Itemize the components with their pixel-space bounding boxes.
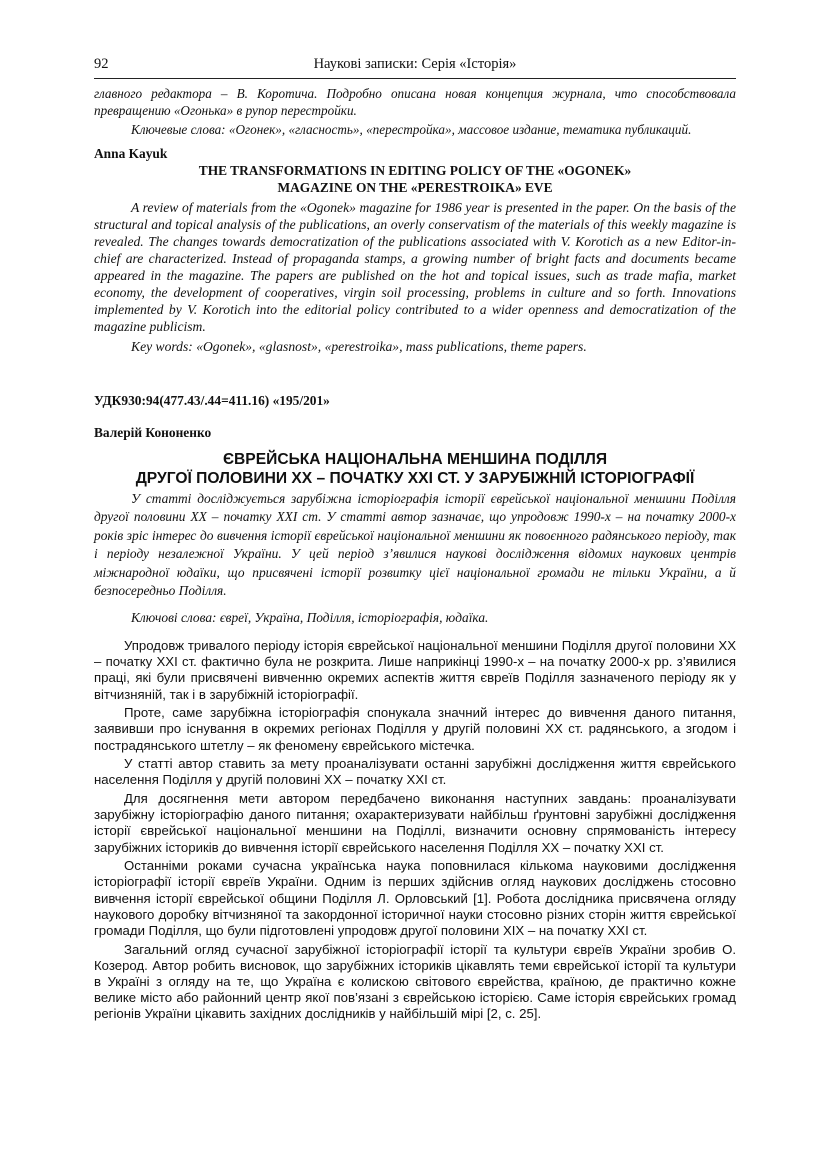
title-en-line1: THE TRANSFORMATIONS IN EDITING POLICY OF THE «OGONEK»: [198, 162, 632, 178]
header-rule: [94, 78, 736, 79]
running-title: Наукові записки: Серія «Історія»: [313, 56, 517, 72]
udc-code: УДК930:94(477.43/.44=411.16) «195/201»: [94, 392, 330, 408]
article-author: Валерій Кононенко: [94, 424, 212, 440]
keywords-ua: Ключові слова: євреї, Україна, Поділля, історіографія, юдаїка.: [131, 610, 489, 626]
body-paragraph: Для досягнення мети автором передбачено виконання наступних завдань: проаналізувати зарубіжну історіографію даного питання; охарактеризувати найбільш ґрунтовні зарубіжні дослідження історії єврейської національної меншини на Поділлі, визначити основну спрямованість інтересу зарубіжних істориків до вивчення історії єврейського населення Поділля ХХ – початку ХХІ ст.: [94, 791, 736, 855]
body-paragraph: Упродовж тривалого періоду історія єврейської національної меншини Поділля другої половини ХХ – початку ХХІ ст. фактично була не розкрита. Лише наприкінці 1990-х – на початку 2000-х рр. з’явилися праці, які були присвячені вивченню окремих аспектів життя євреїв Поділля зазначеного періоду як у вітчизняній, так і в зарубіжній історіографії.: [94, 638, 736, 702]
body-paragraph: Проте, саме зарубіжна історіографія спонукала значний інтерес до вивчення даного питання, заявивши про існування в окремих регіонах Поділля у другій половині ХХ ст. радянського, а згодом і пострадянського штетлу – як феномену єврейського містечка.: [94, 705, 736, 753]
article-body: [94, 638, 736, 1023]
abstract-en: A review of materials from the «Ogonek» magazine for 1986 year is presented in the paper. On the basis of the structural and topical analysis of the publications, an overly conservatism of the materials of this weekly magazine is revealed. The changes towards democratization of the publications associated with V. Korotich as a new Editor-in-chief are characterized. Instead of propaganda stamps, a growing number of bright facts and documents became appeared in the magazine. The papers are published on the hot and topical issues, such as trade mafia, market economy, the development of cooperatives, virgin soil processing, problems in culture and so forth. Innovations implemented by V. Korotich into the editorial policy contributed to a wider openness and democratization of the magazine publicism.: [94, 199, 736, 334]
body-paragraph: Останніми роками сучасна українська наука поповнилася кількома науковими дослідження історіографії історії євреїв України. Одним із перших здійснив огляд наукових досліджень стосовно вивчення історії єврейської общини Поділля Л. Орловський [1]. Робота дослідника присвячена огляду наукового доробку вітчизняної та закордонної історичної науки стосовно різних сторін життя єврейської громади Поділля, що були підготовлені упродовж другої половини ХІХ – на початку ХХІ ст.: [94, 858, 736, 939]
body-paragraph: Загальний огляд сучасної зарубіжної історіографії історії та культури євреїв України зробив О. Козерод. Автор робить висновок, що зарубіжних істориків цікавлять теми єврейської історії та культури в Україні з огляду на те, що Україна є колискою світового єврейства, країною, де практично кожне велике місто або районний центр якої пов’язані з єврейською історією. Саме історія єврейських громад регіонів України цікавить західних дослідників у найбільшій мірі [2, с. 25].: [94, 941, 736, 1022]
page-number: 92: [94, 56, 109, 72]
keywords-en: Key words: «Ogonek», «glasnost», «perestroika», mass publications, theme papers.: [131, 338, 587, 354]
author-en: Anna Kayuk: [94, 145, 168, 161]
article-title-line1: ЄВРЕЙСЬКА НАЦІОНАЛЬНА МЕНШИНА ПОДІЛЛЯ: [222, 450, 608, 468]
title-en-line2: MAGAZINE ON THE «PERESTROIKA» EVE: [277, 179, 553, 195]
previous-abstract-tail: главного редактора – В. Коротича. Подробно описана новая концепция журнала, что способствовала превращению «Огонька» в рупор перестройки.: [94, 86, 736, 118]
abstract-ua: У статті досліджується зарубіжна історіографія історії єврейської національної меншини Поділля другої половини ХХ – початку ХХІ ст. У статті автор зазначає, що упродовж 1990-х – на початку 2000-х років зріс інтерес до вивчення історії єврейської національної меншини як повоєнного радянського періоду, так і періоду незалежної України. У цей період з’явилися наукові дослідження відомих наукових центрів міжнародної юдаїки, що присвячені історії розвитку цієї національної громади не тільки України, а й безпосередньо Поділля.: [94, 490, 736, 599]
running-header: [94, 54, 736, 80]
journal-page: [94, 54, 736, 1023]
article-title-line2: ДРУГОЇ ПОЛОВИНИ ХХ – ПОЧАТКУ ХХІ СТ. У ЗАРУБІЖНІЙ ІСТОРІОГРАФІЇ: [135, 469, 695, 487]
body-paragraph: У статті автор ставить за мету проаналізувати останні зарубіжні дослідження життя єврейського населення Поділля у другій половині ХХ – початку ХХІ ст.: [94, 756, 736, 788]
keywords-ru: Ключевые слова: «Огонек», «гласность», «перестройка», массовое издание, тематика публикаций.: [131, 122, 692, 137]
article-title: [94, 450, 736, 488]
